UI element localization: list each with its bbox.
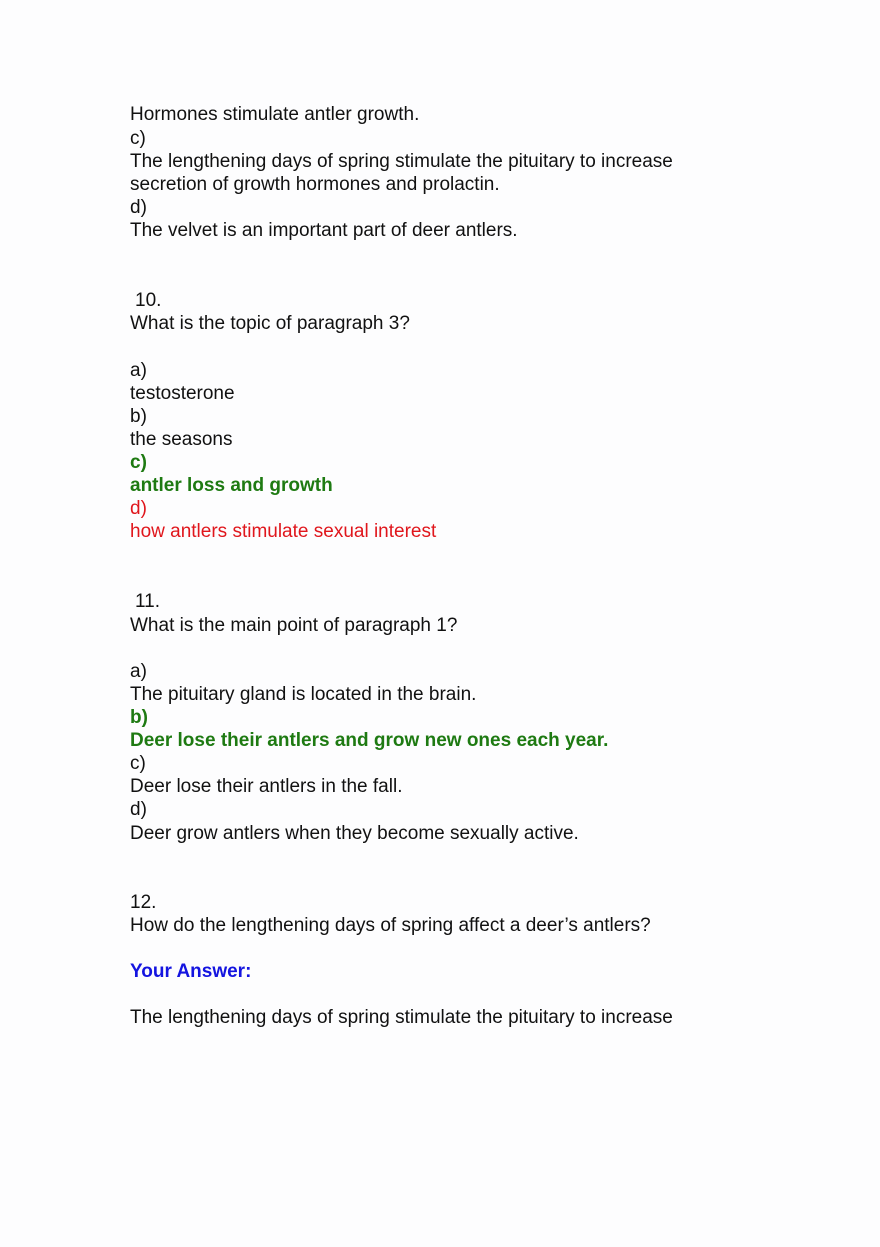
question-number: 10. [135, 290, 162, 311]
incorrect-option-label: d) [130, 498, 147, 519]
option-label: a) [130, 661, 147, 682]
question-text: What is the main point of paragraph 1? [130, 615, 458, 636]
option-text: The lengthening days of spring stimulate the pituitary to increase [130, 151, 673, 172]
option-label: c) [130, 753, 146, 774]
question-number: 12. [130, 892, 157, 913]
option-text: The pituitary gland is located in the brain. [130, 684, 477, 705]
your-answer-label: Your Answer: [130, 961, 252, 982]
option-label: d) [130, 799, 147, 820]
question-text: How do the lengthening days of spring affect a deer’s antlers? [130, 915, 651, 936]
question-number: 11. [135, 591, 161, 612]
option-text: The velvet is an important part of deer antlers. [130, 220, 518, 241]
option-text: Hormones stimulate antler growth. [130, 104, 420, 125]
option-label: a) [130, 360, 147, 381]
correct-option-label: c) [130, 452, 147, 473]
correct-option-text: antler loss and growth [130, 475, 333, 496]
option-text: Deer grow antlers when they become sexually active. [130, 823, 579, 844]
option-label: d) [130, 197, 147, 218]
option-text: secretion of growth hormones and prolactin. [130, 174, 500, 195]
answer-text: The lengthening days of spring stimulate the pituitary to increase [130, 1007, 673, 1028]
correct-option-text: Deer lose their antlers and grow new ones each year. [130, 730, 609, 751]
question-text: What is the topic of paragraph 3? [130, 313, 410, 334]
option-label: c) [130, 128, 146, 149]
option-text: testosterone [130, 383, 235, 404]
incorrect-option-text: how antlers stimulate sexual interest [130, 521, 437, 542]
option-text: Deer lose their antlers in the fall. [130, 776, 403, 797]
option-label: b) [130, 406, 147, 427]
correct-option-label: b) [130, 707, 148, 728]
option-text: the seasons [130, 429, 233, 450]
